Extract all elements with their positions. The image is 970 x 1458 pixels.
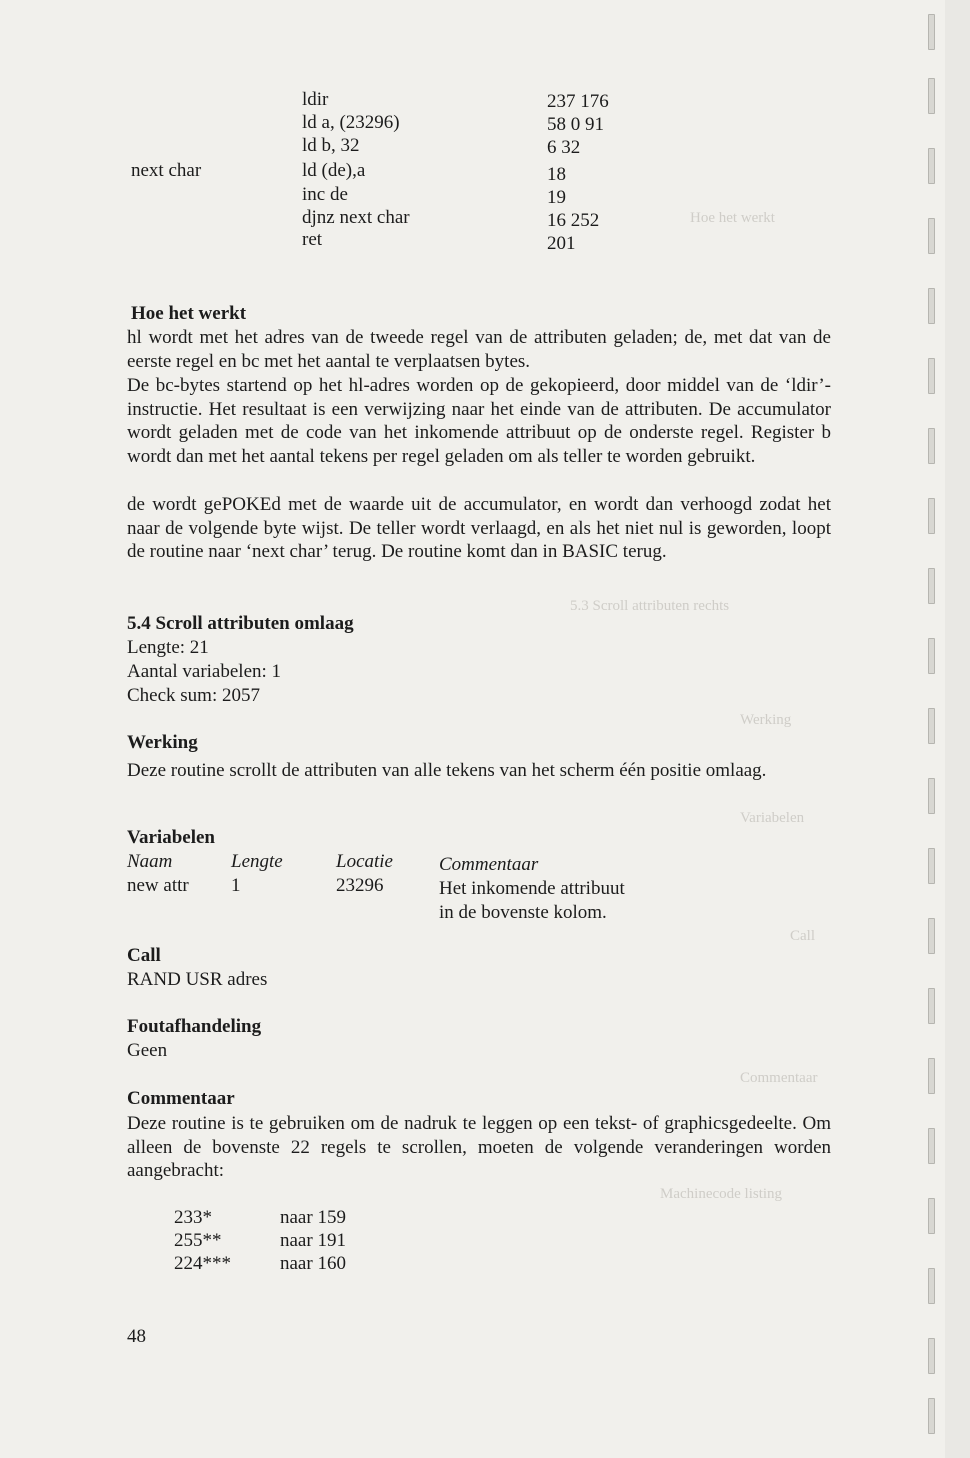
code-instr: ret [302,229,323,250]
code-bytes: 19 [547,187,566,208]
code-bytes: 58 0 91 [547,114,604,135]
code-instr: inc de [302,184,348,205]
change-from: 255** [174,1230,222,1251]
table-header: Lengte [231,851,283,872]
code-bytes: 237 176 [547,91,609,112]
table-header: Naam [127,851,173,872]
code-instr: ld (de),a [302,160,366,181]
table-cell: new attr [127,875,189,896]
table-header: Locatie [336,851,393,872]
code-label: next char [131,160,202,181]
change-to: naar 159 [280,1207,346,1228]
section-heading: Foutafhandeling [127,1016,262,1037]
paragraph: De bc-bytes startend op het hl-adres worden op de gekopieerd, door middel van de ‘ldir’-instructie. Het resultaat is een verwijzing naar het einde van de attributen. De accumulator wordt geladen met de code van het inkomende attribuut op de onderste regel. Register b wordt dan met het aantal tekens per regel geladen om als teller te worden gebruikt. [127,375,831,467]
section-heading: Variabelen [127,827,215,848]
error-text: Geen [127,1040,168,1061]
table-cell: Het inkomende attribuut [439,878,625,899]
code-bytes: 201 [547,233,576,254]
code-instr: ld b, 32 [302,135,360,156]
code-instr: ldir [302,89,329,110]
meta-length: Lengte: 21 [127,637,209,658]
code-bytes: 18 [547,164,566,185]
section-title: 5.4 Scroll attributen omlaag [127,613,354,634]
section-heading: Call [127,945,161,966]
paragraph: Deze routine scrollt de attributen van alle tekens van het scherm één positie omlaag. [127,760,767,781]
section-heading: Werking [127,732,198,753]
call-text: RAND USR adres [127,969,268,990]
section-heading: Hoe het werkt [131,303,247,324]
code-instr: ld a, (23296) [302,112,400,133]
section-heading: Commentaar [127,1088,235,1109]
page-number: 48 [127,1326,146,1347]
code-bytes: 6 32 [547,137,581,158]
meta-checksum: Check sum: 2057 [127,685,260,706]
paragraph: Deze routine is te gebruiken om de nadruk te leggen op een tekst- of graphicsgedeelte. Om alleen de bovenste 22 regels te scrollen, moeten de volgende veranderingen worden aangebracht: [127,1113,831,1181]
change-from: 224*** [174,1253,231,1274]
table-cell: in de bovenste kolom. [439,902,607,923]
table-cell: 23296 [336,875,384,896]
page-edge [945,0,970,1458]
meta-variables: Aantal variabelen: 1 [127,661,282,682]
change-from: 233* [174,1207,212,1228]
code-instr: djnz next char [302,207,410,228]
change-to: naar 191 [280,1230,346,1251]
book-page: Hoe het werkt 5.3 Scroll attributen rechts Werking Variabelen Call Commentaar Machinecode listing ldir 237 176 ld a, (23296) 58 0 91 ld b, 32 6 32 next char ld (de),a 18 inc de 19 djnz next char 16 252 ret 201 Hoe het werkt hl wordt met het adres van de tweede regel van de attributen geladen; de, met dat van de eerste regel en bc met het aantal te verplaatsen bytes. De bc-bytes startend op het hl-adres worden op de gekopieerd, door middel van de ‘ldir’-instructie. Het resultaat is een verwijzing naar het einde van de attributen. De accumulator wordt geladen met de code van het inkomende attribuut op de onderste regel. Register b wordt dan met het aantal tekens per regel geladen om als teller te worden gebruikt. de wordt gePOKEd met de waarde uit de accumulator, en wordt dan verhoogd zodat het naar de volgende byte wijst. De teller wordt verlaagd, en als het niet nul is geworden, loopt de routine naar ‘next char’ terug. De routine komt dan in BASIC terug. 5.4 Scroll attributen omlaag Lengte: 21 Aantal variabelen: 1 Check sum: 2057 Werking Deze routine scrollt de attributen van alle tekens van het scherm één positie omlaag. Variabelen Naam Lengte Locatie Commentaar new attr 1 23296 Het inkomende attribuut in de bovenste kolom. Call RAND USR adres Foutafhandeling Geen Commentaar Deze routine is te gebruiken om de nadruk te leggen op een tekst- of graphicsgedeelte. Om alleen de bovenste 22 regels te scrollen, moeten de volgende veranderingen worden aangebracht: 233* naar 159 255** naar 191 224*** naar 160 48 [0,0,970,1458]
code-bytes: 16 252 [547,210,600,231]
paragraph: hl wordt met het adres van de tweede regel van de attributen geladen; de, met dat van de eerste regel en bc met het aantal te verplaatsen bytes. [127,327,831,372]
change-to: naar 160 [280,1253,346,1274]
table-cell: 1 [231,875,241,896]
table-header: Commentaar [439,854,539,875]
paragraph: de wordt gePOKEd met de waarde uit de accumulator, en wordt dan verhoogd zodat het naar de volgende byte wijst. De teller wordt verlaagd, en als het niet nul is geworden, loopt de routine naar ‘next char’ terug. De routine komt dan in BASIC terug. [127,494,831,562]
